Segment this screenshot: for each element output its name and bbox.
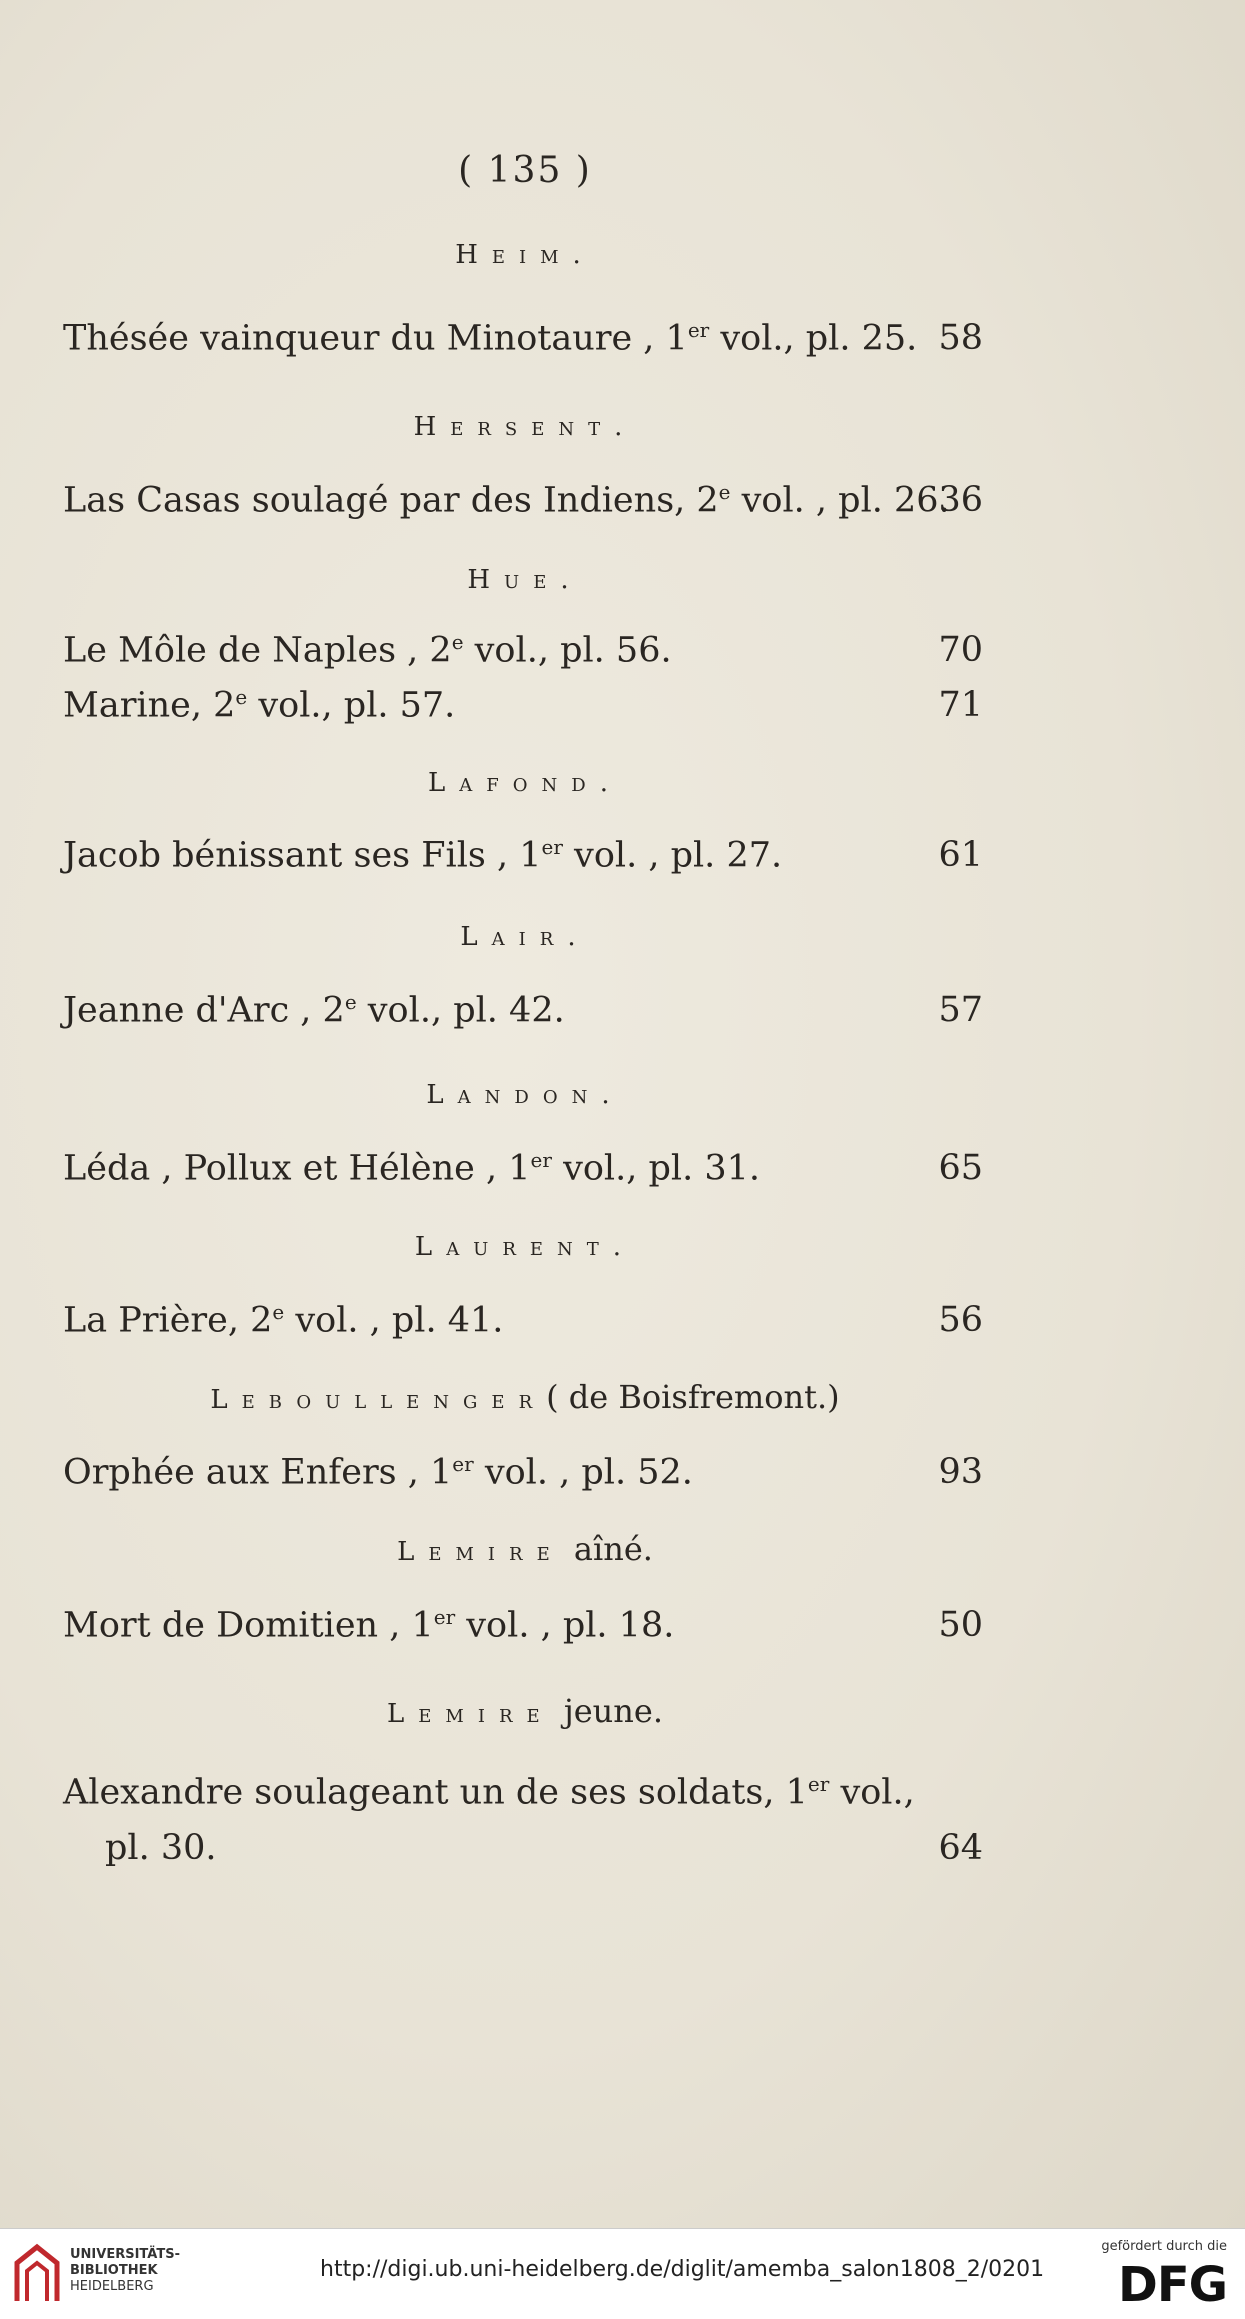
- page-ref: 71: [938, 685, 983, 725]
- viewer-footer: [0, 2228, 1245, 2319]
- library-name: UNIVERSITÄTS- BIBLIOTHEK HEIDELBERG: [70, 2247, 180, 2294]
- artwork-entry: Orphée aux Enfers , 1er vol. , pl. 52. 93: [63, 1452, 983, 1493]
- page-ref: 93: [938, 1452, 983, 1492]
- artwork-entry: Jacob bénissant ses Fils , 1er vol. , pl. 27. 61: [63, 835, 983, 876]
- dfg-logo: DFG: [1117, 2257, 1227, 2313]
- page-ref: 61: [938, 835, 983, 875]
- permalink-url[interactable]: http://digi.ub.uni-heidelberg.de/diglit/amemba_salon1808_2/0201: [320, 2257, 1045, 2282]
- artwork-entry: Mort de Domitien , 1er vol. , pl. 18. 50: [63, 1605, 983, 1646]
- page-ref: 58: [938, 318, 983, 358]
- funding-note: gefördert durch die: [1101, 2239, 1227, 2254]
- artist-heading: Lair.: [460, 922, 590, 952]
- artist-heading: Landon.: [426, 1080, 624, 1110]
- artwork-entry: Le Môle de Naples , 2e vol., pl. 56. 70: [63, 630, 983, 671]
- artist-heading: Lafond.: [428, 768, 622, 798]
- artwork-entry: Las Casas soulagé par des Indiens, 2e vol. , pl. 26. 36: [63, 480, 983, 521]
- artwork-entry: Alexandre soulageant un de ses soldats, 1er vol.,: [63, 1772, 915, 1813]
- artist-heading: Hue.: [467, 565, 583, 595]
- artist-heading: Heim.: [455, 240, 595, 270]
- page-number: ( 135 ): [458, 150, 592, 191]
- artwork-entry: Marine, 2e vol., pl. 57. 71: [63, 685, 983, 726]
- artwork-entry: Thésée vainqueur du Minotaure , 1er vol., pl. 25. 58: [63, 318, 983, 359]
- artist-heading: Leboullenger( de Boisfremont.): [210, 1378, 840, 1416]
- page-ref: 36: [938, 480, 983, 520]
- page-ref: 57: [938, 990, 983, 1030]
- artwork-entry: Jeanne d'Arc , 2e vol., pl. 42. 57: [63, 990, 983, 1031]
- university-library-logo-icon: [12, 2243, 62, 2305]
- page-ref: 70: [938, 630, 983, 670]
- page-ref: 50: [938, 1605, 983, 1645]
- artwork-entry: La Prière, 2e vol. , pl. 41. 56: [63, 1300, 983, 1341]
- artist-heading: Hersent.: [413, 412, 637, 442]
- page-ref: 56: [938, 1300, 983, 1340]
- artist-heading: Laurent.: [414, 1232, 636, 1262]
- artist-heading: Lemire jeune.: [387, 1692, 663, 1730]
- artwork-entry-continuation: pl. 30. 64: [105, 1828, 983, 1868]
- artist-heading: Lemire aîné.: [397, 1530, 653, 1568]
- artwork-entry: Léda , Pollux et Hélène , 1er vol., pl. 31. 65: [63, 1148, 983, 1189]
- page-ref: 64: [938, 1828, 983, 1868]
- page-ref: 65: [938, 1148, 983, 1188]
